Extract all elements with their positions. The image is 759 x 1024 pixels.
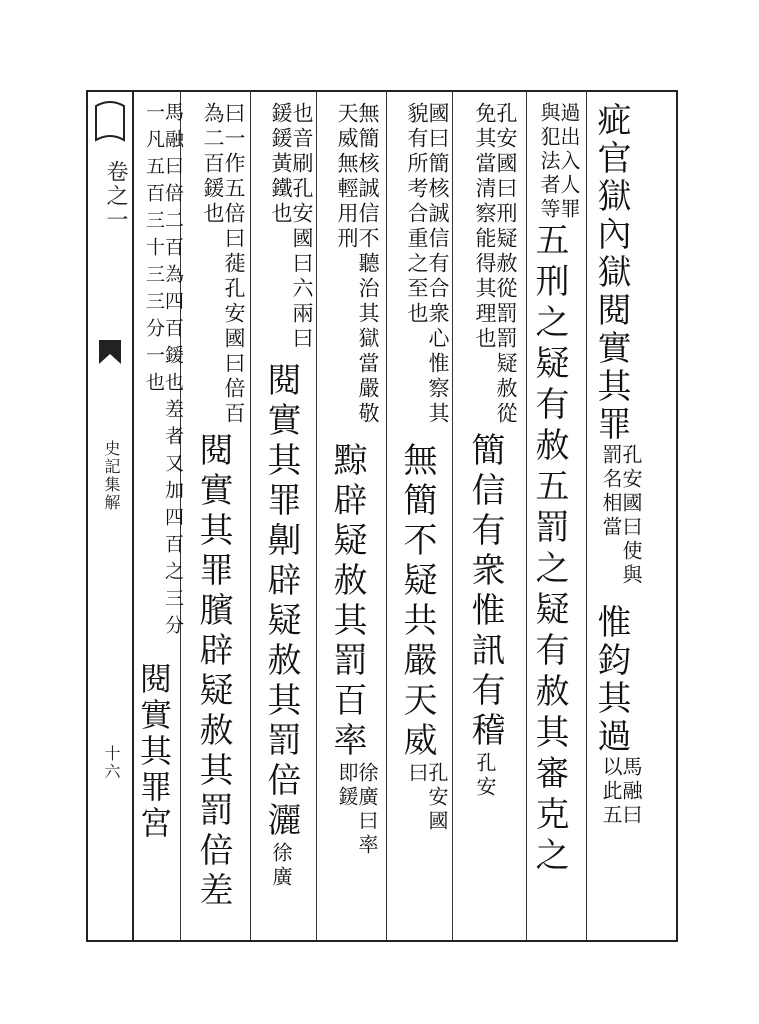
commentary-text: 孔安國曰刑疑赦從罰罰疑赦從免其當清察能得其理也 (473, 102, 518, 427)
banner-ornament-icon (92, 100, 128, 148)
column-rule (586, 90, 587, 940)
main-text: 惟鈞其過 (591, 604, 631, 756)
commentary-text: 孔安國曰使與罰名相當 (599, 444, 643, 588)
text-column-7 (188, 102, 244, 912)
frame-right-edge (676, 90, 678, 940)
text-column-3 (460, 102, 516, 800)
main-text: 五刑之疑有赦五罰之疑有赦其審克之 (529, 222, 569, 878)
column-rule (316, 90, 317, 940)
commentary-text: 孔安 (473, 752, 497, 800)
commentary-text: 馬融曰以此五 (599, 756, 643, 828)
commentary-text: 過出入人罪與犯法者等 (537, 102, 581, 222)
text-column-1 (591, 102, 643, 840)
column-rule (386, 90, 387, 940)
commentary-text: 國曰簡核誠信有合衆心惟察其貌有所考合重之至也 (405, 102, 450, 427)
column-rule (526, 90, 527, 940)
book-title: 史記集解 (102, 440, 121, 512)
banner-rule (132, 90, 134, 940)
page-number: 十六 (102, 745, 121, 781)
commentary-text: 無簡核誠信不聽治其獄當嚴敬天威無輕用刑 (335, 102, 380, 427)
main-text: 閱實其罪劓辟疑赦其罰倍灑 (261, 362, 301, 842)
main-text: 黥辟疑赦其罰百率 (327, 442, 367, 762)
main-text: 閱實其罪宮 (135, 662, 173, 842)
text-column-4 (392, 102, 448, 842)
commentary-text: 也音刷孔安國曰六兩曰鍰鍰黃鐵也 (269, 102, 314, 352)
main-text: 無簡不疑共嚴天威 (397, 442, 437, 762)
frame-left-edge (86, 90, 88, 940)
fish-tail-mark-icon (97, 338, 123, 366)
main-text: 疵官獄內獄閱實其罪 (591, 102, 631, 444)
main-text: 簡信有衆惟訊有稽 (465, 432, 505, 752)
commentary-text: 馬融曰倍二百為四百鍰也差者又加四百之三分一凡五百三十三三分一也 (143, 102, 184, 642)
text-column-6 (256, 102, 312, 890)
commentary-text: 徐廣曰率即鍰 (335, 762, 379, 858)
column-rule (250, 90, 251, 940)
text-column-2 (529, 102, 581, 878)
commentary-text: 孔安國曰 (405, 762, 449, 834)
text-column-5 (322, 102, 378, 862)
commentary-text: 曰一作五倍曰蓰孔安國曰倍百為二百鍰也 (201, 102, 246, 427)
text-column-8 (135, 102, 184, 842)
commentary-text: 徐廣 (269, 842, 293, 890)
column-rule (452, 90, 453, 940)
side-mark: 卷之一 (103, 160, 128, 232)
main-text: 閱實其罪臏辟疑赦其罰倍差 (193, 432, 233, 912)
